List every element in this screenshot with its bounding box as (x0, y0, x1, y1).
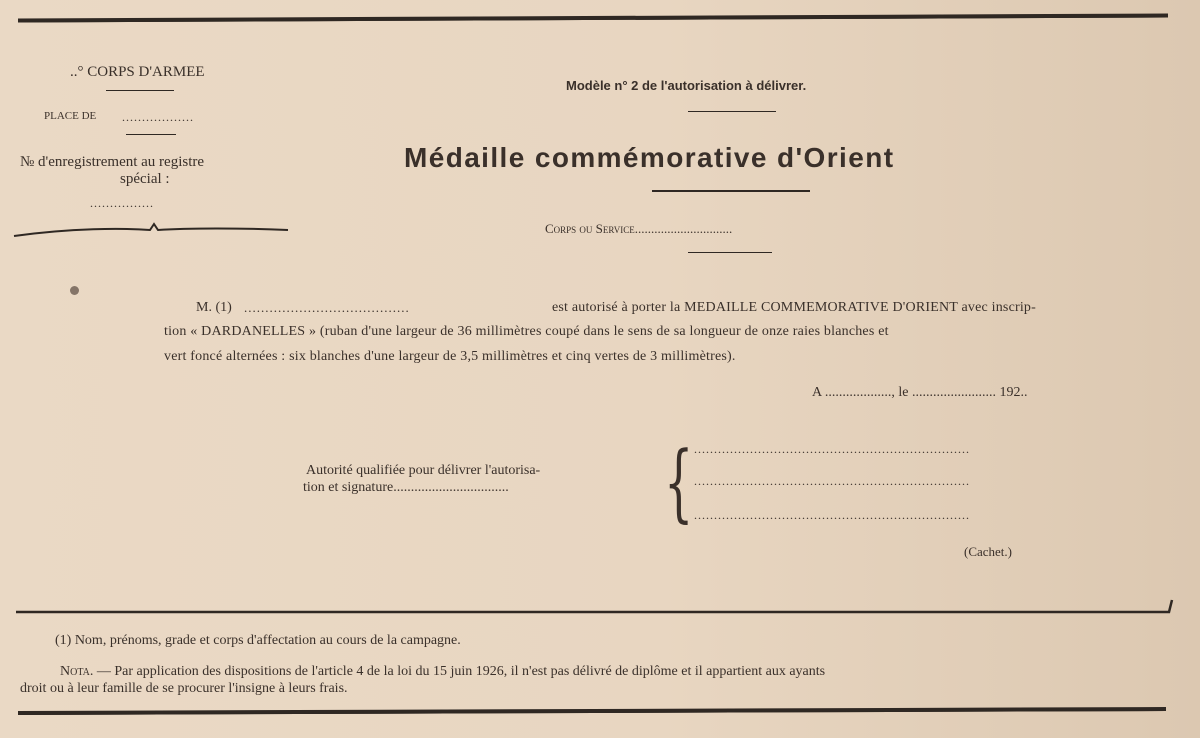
signature-brace: { (664, 433, 694, 531)
registration-line1: № d'enregistrement au registre (20, 154, 205, 170)
authority-line2: tion et signature................................. (303, 480, 509, 495)
body-line1-prefix: M. (1) (196, 300, 232, 315)
body-line1-text: est autorisé à porter la MEDAILLE COMMEMORATIVE D'ORIENT avec inscrip- (552, 300, 1036, 315)
place-dots: .................. (122, 110, 194, 124)
model-label: Modèle n° 2 de l'autorisation à délivrer. (566, 78, 807, 93)
nota-text: — Par application des dispositions de l'article 4 de la loi du 15 juin 1926, il n'est pas délivré de diplôme et il appartient aux ayants (93, 664, 826, 679)
authority-line1: Autorité qualifiée pour délivrer l'autorisa- (306, 463, 541, 478)
ink-blot (70, 286, 79, 295)
signature-line-1: ..................................................................... (694, 442, 970, 456)
body-line3: vert foncé alternées : six blanches d'une largeur de 3,5 millimètres et cinq vertes de 3 millimètres). (164, 349, 736, 364)
body-line2: tion « DARDANELLES » (ruban d'une largeur de 36 millimètres coupé dans le sens de sa longueur de onze raies blanches et (164, 324, 889, 339)
title-underline (652, 190, 810, 192)
place-date-field: A ..................., le ........................ 192.. (812, 385, 1028, 400)
model-underline (688, 111, 776, 112)
place-underline (126, 134, 176, 135)
registration-line2: spécial : (120, 171, 170, 187)
ornamental-divider (12, 220, 292, 242)
body-name-dots: ....................................... (244, 300, 410, 315)
cachet-label: (Cachet.) (964, 544, 1013, 559)
place-label: PLACE DE (44, 110, 97, 122)
corps-underline-2 (688, 252, 772, 253)
signature-line-2: ..................................................................... (694, 474, 970, 488)
nota-line2: droit ou à leur famille de se procurer l'insigne à leurs frais. (20, 681, 348, 696)
signature-line-3: ..................................................................... (694, 508, 970, 522)
footer-rule (14, 596, 1184, 616)
footnote-1: (1) Nom, prénoms, grade et corps d'affectation au cours de la campagne. (55, 633, 461, 648)
corps-service-field: Corps ou Service.............................. (545, 221, 733, 236)
page-title: Médaille commémorative d'Orient (404, 142, 895, 173)
corps-underline (106, 90, 174, 91)
top-border-rule (18, 13, 1168, 22)
bottom-border-rule (18, 707, 1166, 715)
registration-dots: ................ (90, 196, 154, 210)
nota-label: Nota. (60, 664, 94, 679)
corps-label: ..° CORPS D'ARMEE (70, 64, 205, 80)
nota-line1 (60, 664, 825, 680)
